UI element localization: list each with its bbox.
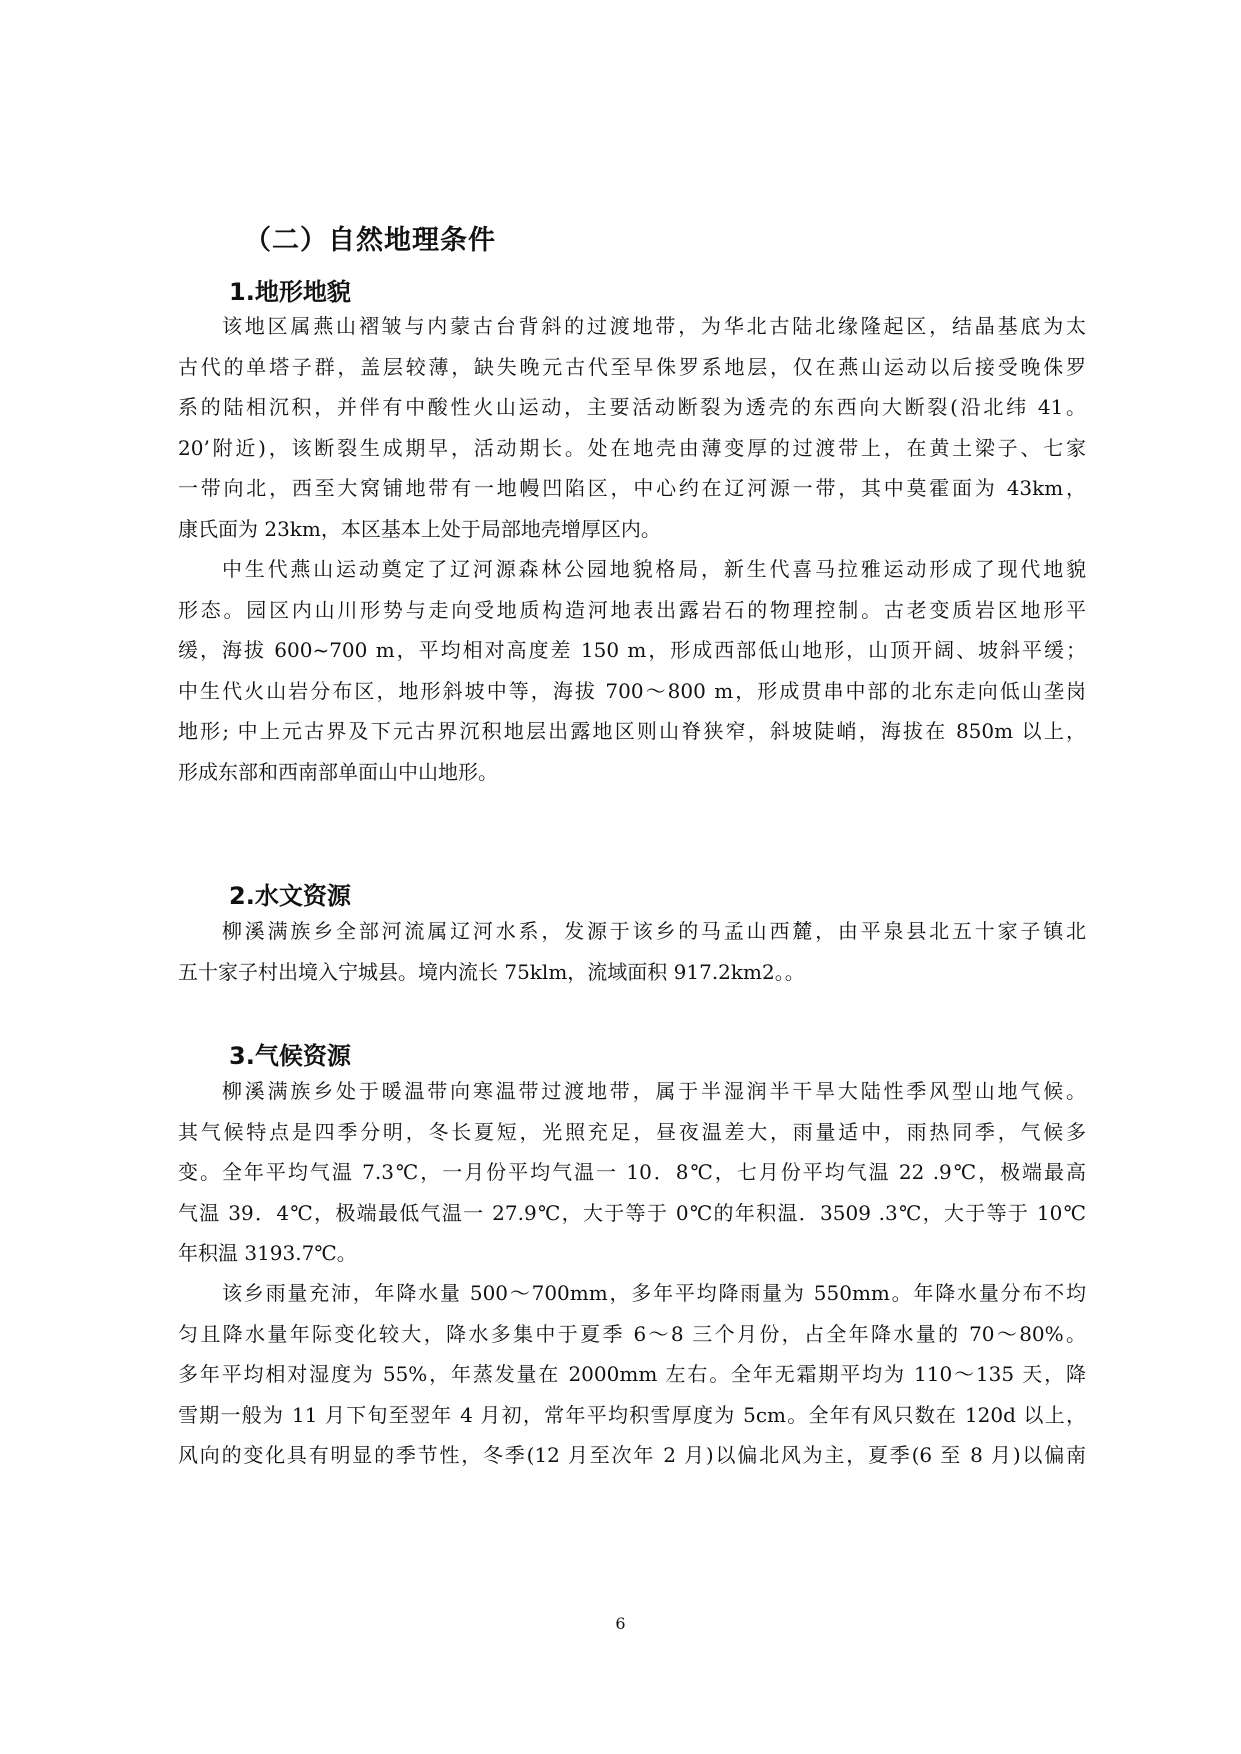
text-line: 形成东部和西南部单面山中山地形。: [178, 759, 498, 784]
subsection-heading-terrain: 1.地形地貌: [229, 278, 351, 306]
text-line: 该地区属燕山褶皱与内蒙古台背斜的过渡地带，为华北古陆北缘隆起区，结晶基底为太: [222, 314, 1086, 338]
subsection-heading-climate: 3.气候资源: [229, 1042, 351, 1070]
section-title: （二）自然地理条件: [244, 225, 496, 256]
text-line: 年积温 3193.7℃。: [178, 1241, 357, 1265]
text-line: 柳溪满族乡全部河流属辽河水系，发源于该乡的马孟山西麓，由平泉县北五十家子镇北: [222, 919, 1086, 943]
text-line: 五十家子村出境入宁城县。境内流长 75klm，流域面积 917.2km2。。: [178, 959, 805, 984]
text-line: 雪期一般为 11 月下旬至翌年 4 月初，常年平均积雪厚度为 5cm。全年有风只数在 120d 以上，: [178, 1402, 1086, 1427]
text-line: 中生代火山岩分布区，地形斜坡中等，海拔 700～800 m，形成贯串中部的北东走向低山垄岗: [178, 678, 1086, 703]
text-line: 地形; 中上元古界及下元古界沉积地层出露地区则山脊狭窄，斜坡陡峭，海拔在 850m 以上，: [178, 719, 1086, 743]
paragraph-terrain-landform: [178, 549, 1086, 792]
text-line: 该乡雨量充沛，年降水量 500～700mm，多年平均降雨量为 550mm。年降水量分布不均: [222, 1281, 1086, 1305]
text-line: 系的陆相沉积，并伴有中酸性火山运动，主要活动断裂为透壳的东西向大断裂(沿北纬 41。: [178, 395, 1086, 419]
paragraph-climate-precipitation: [178, 1273, 1086, 1476]
text-line: 形态。园区内山川形势与走向受地质构造河地表出露岩石的物理控制。古老变质岩区地形平: [178, 597, 1086, 622]
subsection-heading-hydrology: 2.水文资源: [229, 882, 351, 910]
text-line: 多年平均相对湿度为 55%，年蒸发量在 2000mm 左右。全年无霜期平均为 110～135 天，降: [178, 1362, 1086, 1386]
text-line: 缓，海拔 600~700 m，平均相对高度差 150 m，形成西部低山地形，山顶开阔、坡斜平缓；: [178, 638, 1086, 662]
text-line: 变。全年平均气温 7.3℃，一月份平均气温一 10．8℃，七月份平均气温 22 .9℃，极端最高: [178, 1160, 1086, 1184]
text-line: 20’附近)，该断裂生成期早，活动期长。处在地壳由薄变厚的过渡带上，在黄土梁子、七家: [178, 435, 1086, 460]
text-line: 气温 39．4℃，极端最低气温一 27.9℃，大于等于 0℃的年积温．3509 .3℃，大于等于 10℃: [178, 1200, 1086, 1225]
page-number: 6: [615, 1614, 626, 1633]
text-line: 柳溪满族乡处于暖温带向寒温带过渡地带，属于半湿润半干旱大陆性季风型山地气候。: [222, 1079, 1086, 1103]
paragraph-climate-temperature: [178, 1071, 1086, 1274]
text-line: 匀且降水量年际变化较大，降水多集中于夏季 6～8 三个月份，占全年降水量的 70～80%。: [178, 1321, 1086, 1346]
paragraph-hydrology: [178, 911, 1086, 992]
text-line: 风向的变化具有明显的季节性，冬季(12 月至次年 2 月)以偏北风为主，夏季(6 至 8 月)以偏南: [178, 1443, 1086, 1467]
text-line: 古代的单塔子群，盖层较薄，缺失晚元古代至早侏罗系地层，仅在燕山运动以后接受晚侏罗: [178, 354, 1086, 379]
text-line: 一带向北，西至大窝铺地带有一地幔凹陷区，中心约在辽河源一带，其中莫霍面为 43km，: [178, 476, 1086, 500]
paragraph-terrain-geology: [178, 306, 1086, 549]
text-line: 中生代燕山运动奠定了辽河源森林公园地貌格局，新生代喜马拉雅运动形成了现代地貌: [222, 557, 1086, 581]
text-line: 其气候特点是四季分明，冬长夏短，光照充足，昼夜温差大，雨量适中，雨热同季，气候多: [178, 1119, 1086, 1144]
text-line: 康氏面为 23km，本区基本上处于局部地壳增厚区内。: [178, 516, 661, 541]
